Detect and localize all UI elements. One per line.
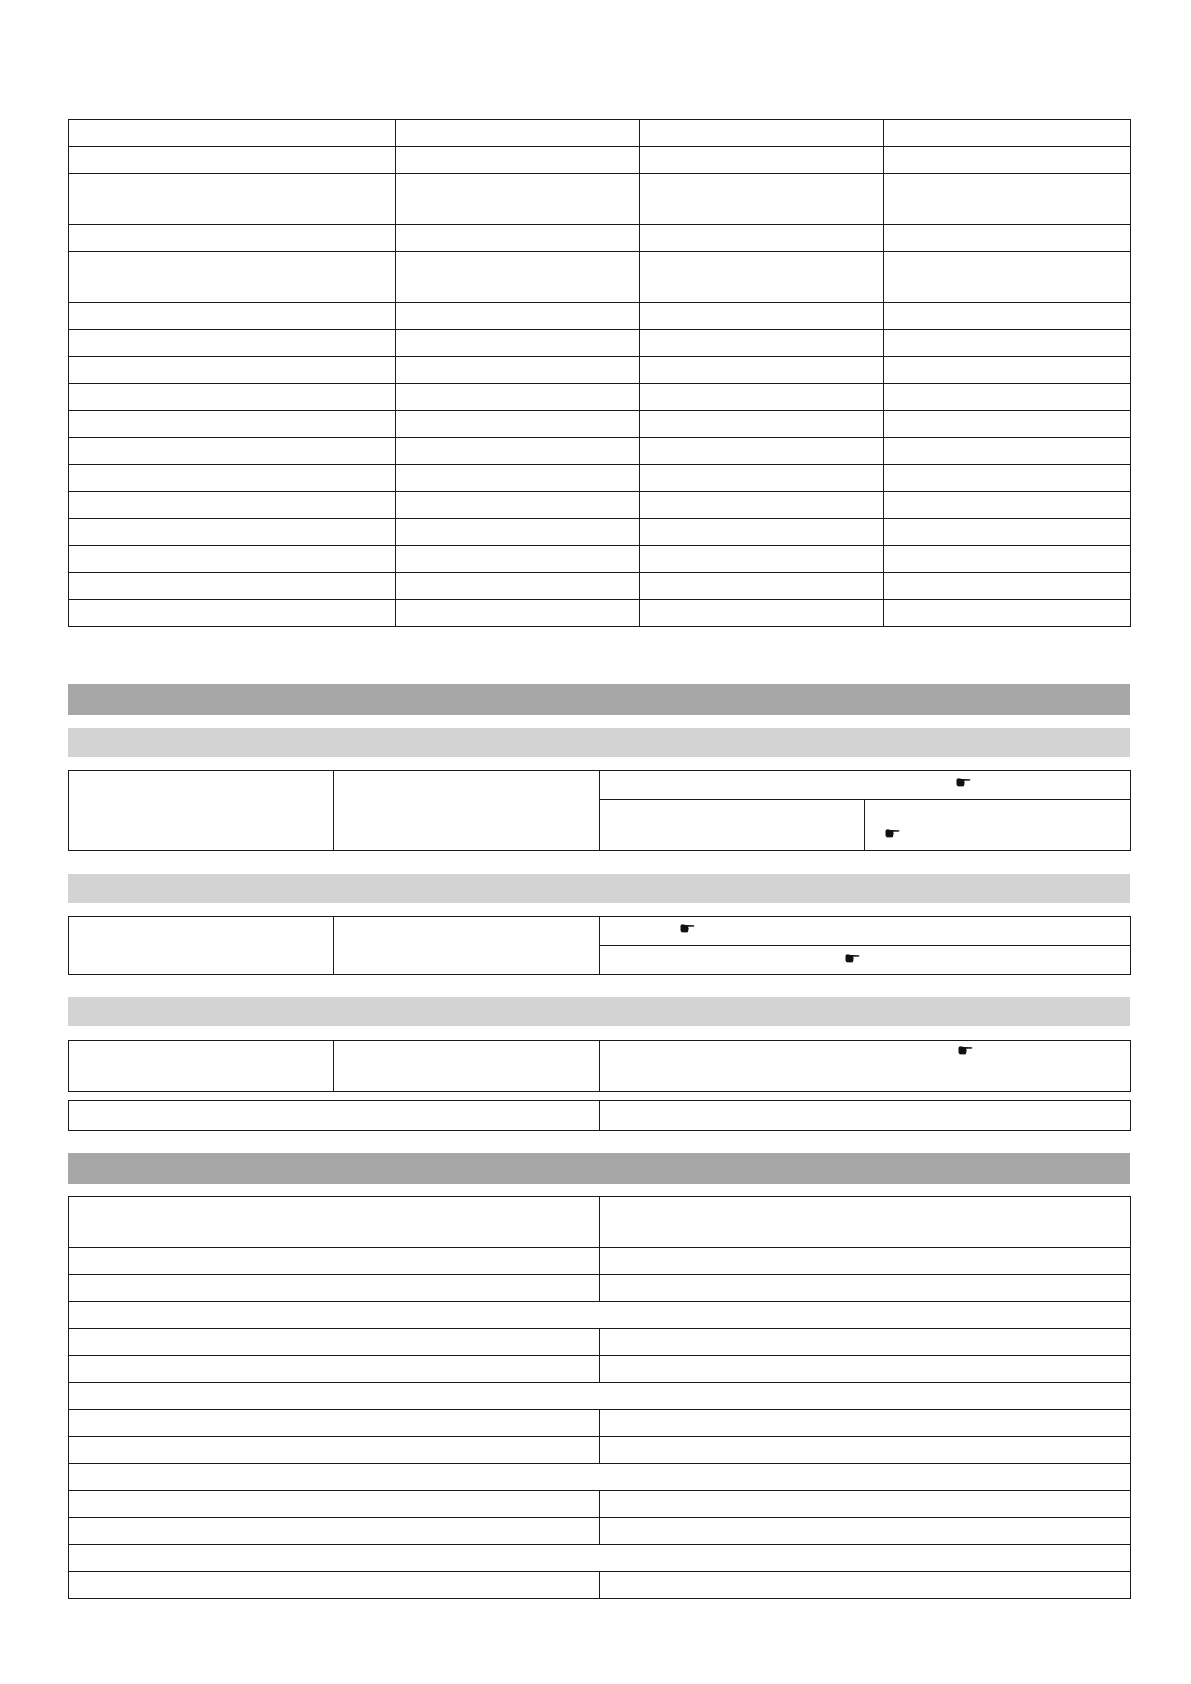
table-row [69, 1545, 1131, 1572]
table-cell [640, 303, 884, 330]
table-row [69, 1491, 1131, 1518]
pointing-hand-icon [958, 1045, 973, 1055]
table-cell [69, 1572, 600, 1599]
table-cell [396, 357, 640, 384]
table-cell [600, 1197, 1131, 1248]
table-cell [69, 174, 396, 225]
table-row [69, 465, 1131, 492]
table-cell [600, 1572, 1131, 1599]
table-cell [69, 600, 396, 627]
table-row [69, 546, 1131, 573]
subsection-c-col1 [69, 1041, 334, 1092]
table-cell [69, 492, 396, 519]
table-row [69, 225, 1131, 252]
subsection-a-col2 [334, 771, 600, 851]
subsection-c-right [600, 1041, 1131, 1092]
subsection-b-col1 [69, 917, 334, 975]
pointing-hand-icon [845, 953, 860, 963]
table-cell [640, 147, 884, 174]
subsection-header-b [68, 874, 1130, 903]
table-row [69, 174, 1131, 225]
table-cell [69, 1491, 600, 1518]
subsection-c-table [68, 1040, 1131, 1092]
table-row [69, 330, 1131, 357]
table-row [69, 252, 1131, 303]
table-cell [69, 147, 396, 174]
table-cell [69, 546, 396, 573]
table-row [69, 1464, 1131, 1491]
table-cell [640, 120, 884, 147]
table-cell [69, 384, 396, 411]
subsection-a-right-bottom-left [600, 800, 865, 851]
table-cell [396, 303, 640, 330]
table-cell [640, 357, 884, 384]
table-cell [396, 492, 640, 519]
table-cell [69, 1464, 1131, 1491]
table-cell [884, 411, 1131, 438]
table-cell [884, 225, 1131, 252]
table-cell [396, 546, 640, 573]
subsection-c-footer-left [69, 1101, 600, 1131]
table-row [69, 357, 1131, 384]
table-cell [884, 438, 1131, 465]
subsection-a-right-top [600, 771, 1131, 800]
table-cell [884, 384, 1131, 411]
table-cell [640, 384, 884, 411]
table-cell [396, 465, 640, 492]
table-cell [640, 519, 884, 546]
subsection-b-col2 [334, 917, 600, 975]
table-row [69, 1356, 1131, 1383]
table-cell [396, 174, 640, 225]
subsection-c-footer-table [68, 1100, 1131, 1131]
table-cell [884, 147, 1131, 174]
table-cell [640, 330, 884, 357]
table-cell [600, 1329, 1131, 1356]
table-cell [69, 1518, 600, 1545]
table-row [69, 411, 1131, 438]
subsection-header-c [68, 997, 1130, 1026]
table-cell [396, 438, 640, 465]
subsection-b-right-top [600, 917, 1131, 946]
table-cell [640, 438, 884, 465]
table-cell [640, 225, 884, 252]
table-cell [600, 1275, 1131, 1302]
table-cell [884, 573, 1131, 600]
table-row [69, 1518, 1131, 1545]
table-cell [600, 1491, 1131, 1518]
table-cell [69, 438, 396, 465]
table-cell [600, 1356, 1131, 1383]
table-cell [600, 1248, 1131, 1275]
table-cell [600, 1518, 1131, 1545]
table-cell [600, 1437, 1131, 1464]
section-2-table [68, 1196, 1131, 1599]
table-cell [396, 600, 640, 627]
table-cell [884, 174, 1131, 225]
table-cell [396, 147, 640, 174]
table-row [69, 1410, 1131, 1437]
table-row [69, 384, 1131, 411]
table-cell [69, 411, 396, 438]
table-cell [640, 174, 884, 225]
subsection-header-a [68, 728, 1130, 757]
subsection-a-col1 [69, 771, 334, 851]
table-row [69, 1572, 1131, 1599]
table-cell [69, 303, 396, 330]
top-table [68, 119, 1131, 627]
table-cell [69, 252, 396, 303]
table-cell [640, 600, 884, 627]
table-cell [884, 303, 1131, 330]
table-row [69, 1302, 1131, 1329]
table-cell [884, 600, 1131, 627]
table-cell [396, 573, 640, 600]
table-row [69, 1329, 1131, 1356]
table-cell [69, 225, 396, 252]
table-cell [396, 225, 640, 252]
table-row [69, 573, 1131, 600]
pointing-hand-icon [885, 828, 900, 838]
subsection-a-table [68, 770, 1131, 851]
table-cell [640, 252, 884, 303]
table-cell [69, 1329, 600, 1356]
table-row [69, 600, 1131, 627]
table-row [69, 303, 1131, 330]
table-cell [69, 1275, 600, 1302]
table-row [69, 438, 1131, 465]
table-cell [396, 120, 640, 147]
subsection-c-col2 [334, 1041, 600, 1092]
table-cell [396, 330, 640, 357]
table-row [69, 519, 1131, 546]
table-cell [69, 465, 396, 492]
table-cell [884, 357, 1131, 384]
table-row [69, 1437, 1131, 1464]
table-cell [69, 1197, 600, 1248]
table-cell [640, 492, 884, 519]
table-row [69, 492, 1131, 519]
table-cell [69, 330, 396, 357]
subsection-c-footer-right [600, 1101, 1131, 1131]
document-page [68, 0, 1130, 1684]
section-header-2 [68, 1153, 1130, 1184]
table-cell [884, 330, 1131, 357]
table-row [69, 120, 1131, 147]
table-cell [69, 1248, 600, 1275]
table-cell [69, 1383, 1131, 1410]
pointing-hand-icon [956, 777, 971, 787]
table-cell [396, 384, 640, 411]
section-header-1 [68, 684, 1130, 715]
table-cell [640, 411, 884, 438]
table-cell [396, 411, 640, 438]
table-row [69, 1248, 1131, 1275]
table-cell [884, 492, 1131, 519]
table-cell [640, 546, 884, 573]
table-cell [69, 1437, 600, 1464]
pointing-hand-icon [680, 923, 695, 933]
table-cell [69, 573, 396, 600]
table-cell [396, 252, 640, 303]
table-row [69, 1197, 1131, 1248]
table-cell [640, 465, 884, 492]
table-cell [600, 1410, 1131, 1437]
table-cell [396, 519, 640, 546]
table-cell [884, 252, 1131, 303]
table-cell [884, 546, 1131, 573]
table-cell [69, 519, 396, 546]
table-row [69, 1383, 1131, 1410]
table-row [69, 147, 1131, 174]
table-cell [884, 519, 1131, 546]
table-cell [69, 1410, 600, 1437]
table-cell [69, 1545, 1131, 1572]
subsection-a-right-bottom-right [865, 800, 1131, 851]
table-row [69, 1275, 1131, 1302]
table-cell [884, 465, 1131, 492]
table-cell [884, 120, 1131, 147]
table-cell [69, 120, 396, 147]
table-cell [640, 573, 884, 600]
table-cell [69, 357, 396, 384]
table-cell [69, 1302, 1131, 1329]
table-cell [69, 1356, 600, 1383]
subsection-b-table [68, 916, 1131, 975]
subsection-b-right-bottom [600, 946, 1131, 975]
